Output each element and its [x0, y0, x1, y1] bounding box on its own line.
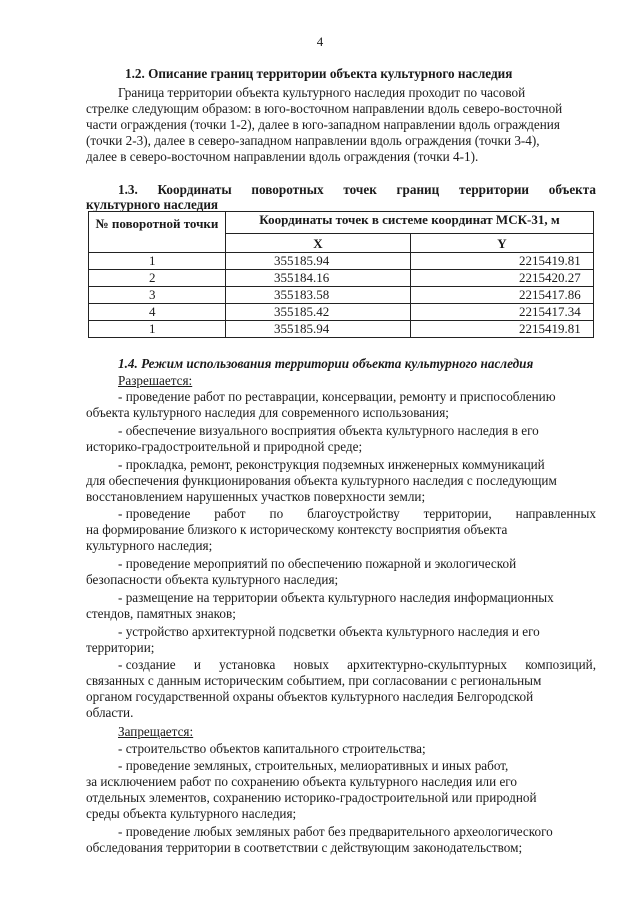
cell-point: 1	[89, 321, 226, 338]
section-1-3-heading-line2: культурного наследия	[86, 197, 219, 212]
cell-y: 2215419.81	[411, 253, 594, 270]
word: установка	[219, 657, 276, 672]
text-line: - проведение любых земляных работ без предварительного археологического	[118, 824, 553, 839]
cell-y: 2215419.81	[411, 321, 594, 338]
text-line: - проведение работ по реставрации, консервации, ремонту и приспособлению	[118, 389, 556, 404]
cell-x: 355183.58	[226, 287, 411, 304]
text-line: безопасности объекта культурного наследия;	[86, 572, 339, 587]
text-line: историко-градостроительной и природной среде;	[86, 439, 363, 454]
text-line: отдельных элементов, сохранению историко-градостроительной или природной	[86, 790, 537, 805]
text-line: - проведение земляных, строительных, мелиоративных и иных работ,	[118, 758, 509, 773]
header-x: X	[226, 233, 411, 252]
text-line: стендов, памятных знаков;	[86, 606, 236, 621]
text-line: стрелке следующим образом: в юго-восточном направлении вдоль северо-восточной	[86, 101, 563, 116]
cell-x: 355185.94	[226, 253, 411, 270]
word: - проведение	[118, 506, 191, 521]
text-line: - строительство объектов капитального строительства;	[118, 741, 426, 756]
text-line: среды объекта культурного наследия;	[86, 806, 297, 821]
section-1-2-heading: 1.2. Описание границ территории объекта культурного наследия	[125, 66, 513, 81]
cell-y: 2215420.27	[411, 270, 594, 287]
text-line: обследования территории в соответствии с действующим законодательством;	[86, 840, 523, 855]
word: благоустройству	[307, 506, 400, 521]
text-line: (точки 2-3), далее в северо-западном направлении вдоль ограждения (точки 3-4),	[86, 133, 540, 148]
line-justified	[118, 657, 596, 673]
heading-word: Координаты	[157, 182, 232, 197]
table-row	[89, 253, 594, 270]
cell-point: 2	[89, 270, 226, 287]
text-line: Граница территории объекта культурного наследия проходит по часовой	[118, 85, 526, 100]
cell-x: 355185.94	[226, 321, 411, 338]
table-row	[89, 304, 594, 321]
text-line: - проведение мероприятий по обеспечению пожарной и экологической	[118, 556, 517, 571]
text-line: за исключением работ по сохранению объекта культурного наследия или его	[86, 774, 517, 789]
word: архитектурно-скульптурных	[347, 657, 507, 672]
line-justified	[118, 506, 596, 522]
word: работ	[214, 506, 246, 521]
text-line: органом государственной охраны объектов культурного наследия Белгородской	[86, 689, 534, 704]
word: и	[193, 657, 201, 672]
text-line: восстановлением нарушенных участков поверхности земли;	[86, 489, 426, 504]
text-line: - обеспечение визуального восприятия объекта культурного наследия в его	[118, 423, 539, 438]
forbidden-label: Запрещается:	[118, 724, 194, 739]
heading-word: границ	[396, 182, 440, 197]
table-row	[89, 287, 594, 304]
text-line: для обеспечения функционирования объекта культурного наследия с последующим	[86, 473, 557, 488]
word: направленных	[515, 506, 596, 521]
heading-word: точек	[343, 182, 377, 197]
heading-word: поворотных	[251, 182, 324, 197]
cell-x: 355184.16	[226, 270, 411, 287]
cell-point: 1	[89, 253, 226, 270]
heading-word: объекта	[548, 182, 596, 197]
word: новых	[293, 657, 329, 672]
header-coordinates: Координаты точек в системе координат МСК-31, м	[226, 212, 594, 234]
cell-y: 2215417.86	[411, 287, 594, 304]
word: - создание	[118, 657, 176, 672]
coordinates-table	[88, 211, 594, 338]
text-line: - размещение на территории объекта культурного наследия информационных	[118, 590, 554, 605]
text-line-justified	[118, 506, 596, 522]
heading-word: территории	[459, 182, 530, 197]
table-header-row	[89, 212, 594, 234]
word: территории,	[423, 506, 492, 521]
text-line: части ограждения (точки 1-2), далее в юго-западном направлении вдоль ограждения	[86, 117, 560, 132]
cell-y: 2215417.34	[411, 304, 594, 321]
text-line-justified	[118, 657, 596, 673]
cell-point: 3	[89, 287, 226, 304]
table-row	[89, 321, 594, 338]
header-point-number: № поворотной точки	[89, 212, 226, 253]
allowed-label: Разрешается:	[118, 373, 193, 388]
text-line: - устройство архитектурной подсветки объекта культурного наследия и его	[118, 624, 540, 639]
text-line: далее в северо-восточном направлении вдоль ограждения (точки 4-1).	[86, 149, 479, 164]
section-1-4-heading: 1.4. Режим использования территории объекта культурного наследия	[118, 356, 534, 371]
word: композиций,	[525, 657, 596, 672]
text-line: объекта культурного наследия для современного использования;	[86, 405, 449, 420]
cell-point: 4	[89, 304, 226, 321]
text-line: на формирование близкого к историческому контексту восприятия объекта	[86, 522, 508, 537]
header-y: Y	[411, 233, 594, 252]
section-1-3-heading	[118, 182, 596, 198]
table-row	[89, 270, 594, 287]
text-line: связанных с данным историческим событием, при согласовании с региональным	[86, 673, 542, 688]
heading-word: 1.3.	[118, 182, 138, 197]
text-line: территории;	[86, 640, 155, 655]
text-line: - прокладка, ремонт, реконструкция подземных инженерных коммуникаций	[118, 457, 545, 472]
cell-x: 355185.42	[226, 304, 411, 321]
text-line: области.	[86, 705, 134, 720]
text-line: культурного наследия;	[86, 538, 213, 553]
page-number: 4	[316, 34, 324, 49]
heading-justified	[118, 182, 596, 198]
word: по	[269, 506, 284, 521]
